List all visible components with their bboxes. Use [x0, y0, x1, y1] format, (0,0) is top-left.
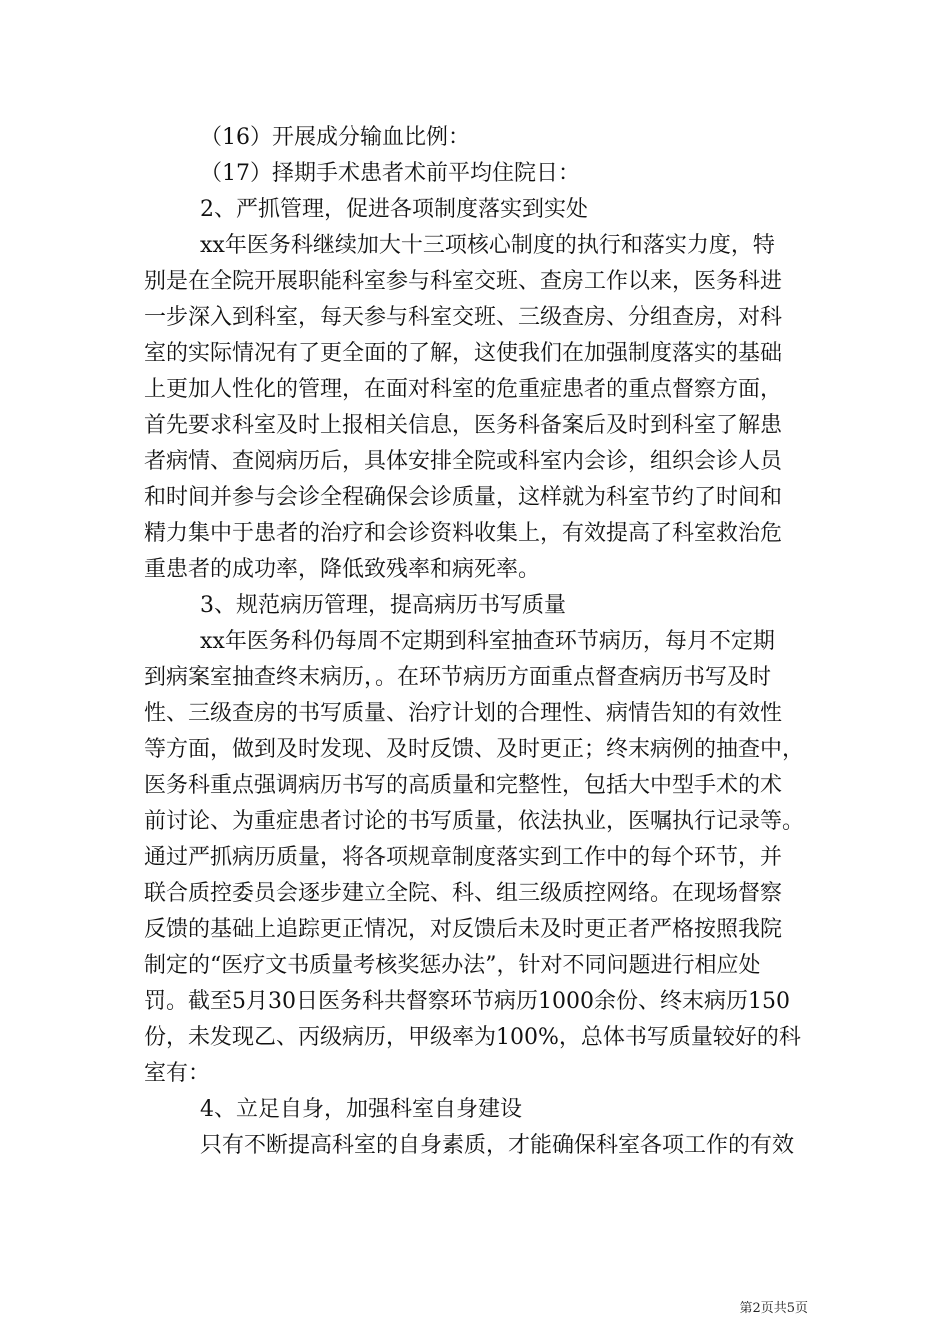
paragraph-line: 重患者的成功率，降低致残率和病死率。	[144, 557, 541, 582]
paragraph-line: 室的实际情况有了更全面的了解，这使我们在加强制度落实的基础	[144, 341, 783, 366]
paragraph-line: 精力集中于患者的治疗和会诊资料收集上，有效提高了科室救治危	[144, 521, 783, 546]
page-footer	[0, 1300, 808, 1318]
paragraph-line: 性、三级查房的书写质量、治疗计划的合理性、病情告知的有效性	[144, 701, 783, 726]
paragraph-line: 和时间并参与会诊全程确保会诊质量，这样就为科室节约了时间和	[144, 485, 783, 510]
paragraph-line: 一步深入到科室，每天参与科室交班、三级查房、分组查房，对科	[144, 305, 783, 330]
paragraph-line: 首先要求科室及时上报相关信息，医务科备案后及时到科室了解患	[144, 413, 783, 438]
paragraph-line: xx年医务科仍每周不定期到科室抽查环节病历，每月不定期	[200, 629, 775, 654]
paragraph-line: 等方面，做到及时发现、及时反馈、及时更正；终末病例的抽查中，	[144, 737, 805, 762]
paragraph-line: 别是在全院开展职能科室参与科室交班、查房工作以来，医务科进	[144, 269, 783, 294]
paragraph-line: 联合质控委员会逐步建立全院、科、组三级质控网络。在现场督察	[144, 881, 783, 906]
page-number-label: 第2页共5页	[739, 1301, 808, 1316]
paragraph-line: 到病案室抽查终末病历，。在环节病历方面重点督查病历书写及时	[144, 665, 772, 690]
paragraph-line: xx年医务科继续加大十三项核心制度的执行和落实力度，特	[200, 233, 775, 258]
paragraph-line: 反馈的基础上追踪更正情况，对反馈后未及时更正者严格按照我院	[144, 917, 783, 942]
paragraph-line: 份，未发现乙、丙级病历，甲级率为100%，总体书写质量较好的科	[144, 1025, 801, 1050]
section-heading-2: 2、严抓管理，促进各项制度落实到实处	[200, 197, 588, 222]
section-heading-3: 3、规范病历管理，提高病历书写质量	[200, 593, 566, 618]
paragraph-line: 通过严抓病历质量，将各项规章制度落实到工作中的每个环节，并	[144, 845, 783, 870]
paragraph-line: 者病情、查阅病历后，具体安排全院或科室内会诊，组织会诊人员	[144, 449, 783, 474]
paragraph-line: 罚。截至5月30日医务科共督察环节病历1000余份、终末病历150	[144, 989, 790, 1014]
paragraph-line: 只有不断提高科室的自身素质，才能确保科室各项工作的有效	[200, 1133, 795, 1158]
paragraph-line: 上更加人性化的管理，在面对科室的危重症患者的重点督察方面，	[144, 377, 783, 402]
list-item-17: （17）择期手术患者术前平均住院日：	[200, 161, 580, 186]
list-item-16: （16）开展成分输血比例：	[200, 125, 470, 150]
section-heading-4: 4、立足自身，加强科室自身建设	[200, 1097, 522, 1122]
paragraph-line: 前讨论、为重症患者讨论的书写质量，依法执业，医嘱执行记录等。	[144, 809, 805, 834]
paragraph-line: 制定的“医疗文书质量考核奖惩办法”，针对不同问题进行相应处	[144, 953, 761, 978]
paragraph-line: 医务科重点强调病历书写的高质量和完整性，包括大中型手术的术	[144, 773, 783, 798]
paragraph-line: 室有：	[144, 1061, 211, 1086]
